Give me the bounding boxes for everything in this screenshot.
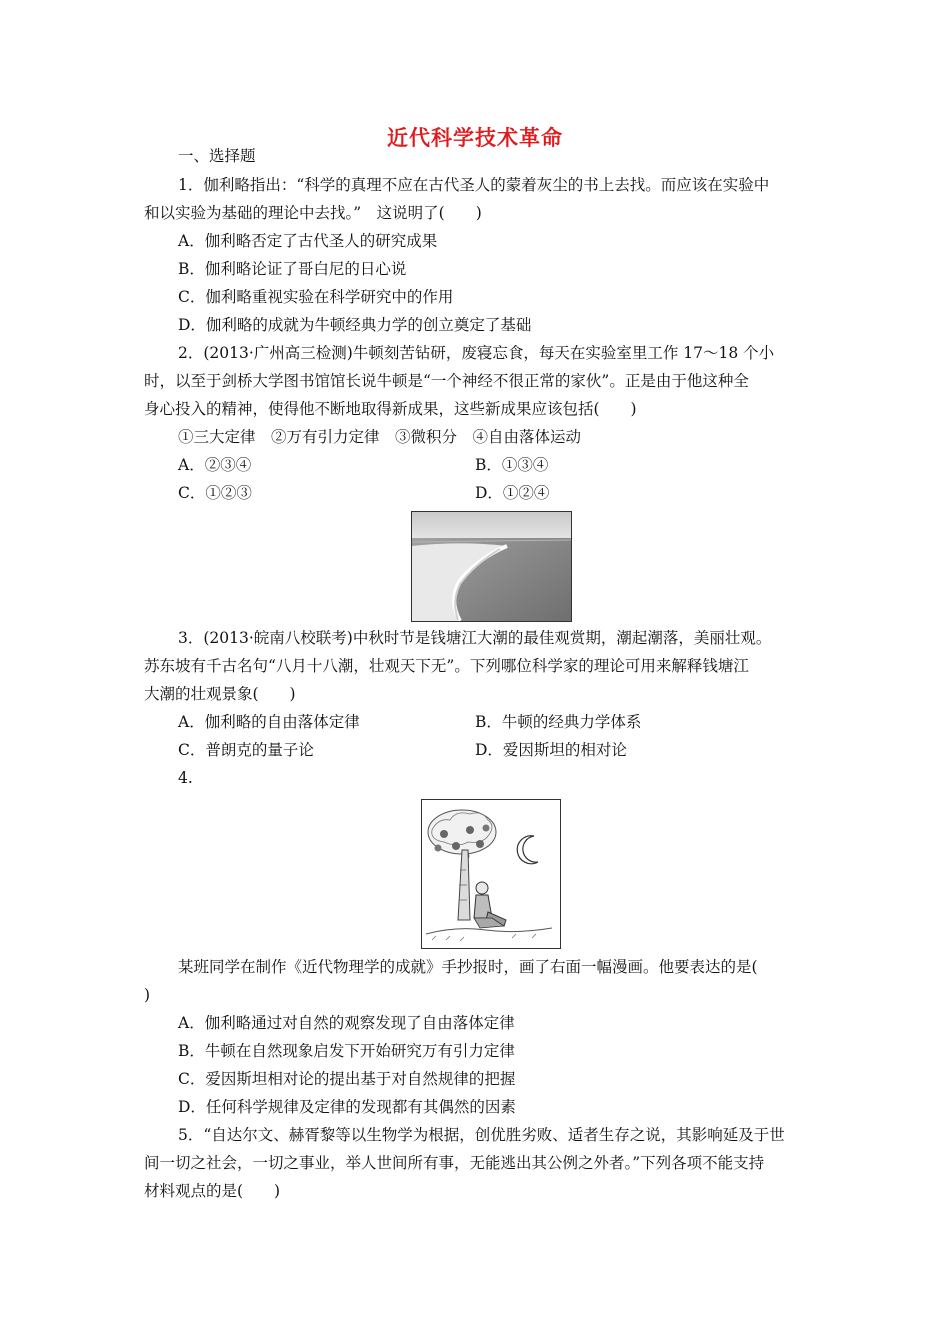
q4-option-a: A．伽利略通过对自然的观察发现了自由落体定律 <box>178 1014 515 1032</box>
q2-option-c: C．①②③ <box>178 484 252 502</box>
q4-option-b: B．牛顿在自然现象启发下开始研究万有引力定律 <box>178 1042 515 1060</box>
q2-option-d: D．①②④ <box>475 484 550 502</box>
q1-option-d: D．伽利略的成就为牛顿经典力学的创立奠定了基础 <box>178 316 532 334</box>
q2-option-a: A．②③④ <box>178 456 252 474</box>
q4-option-d: D．任何科学规律及定律的发现都有其偶然的因素 <box>178 1098 516 1116</box>
q2-items: ①三大定律 ②万有引力定律 ③微积分 ④自由落体运动 <box>178 428 582 446</box>
q4-number: 4. <box>178 769 193 787</box>
q3-option-a: A．伽利略的自由落体定律 <box>178 713 360 731</box>
q4-stem-line2: ) <box>144 986 151 1004</box>
newton-cartoon <box>421 799 561 949</box>
q1-stem-line1: 1．伽利略指出：“科学的真理不应在古代圣人的蒙着灰尘的书上去找。而应该在实验中 <box>178 176 770 194</box>
page-title: 近代科学技术革命 <box>387 126 563 150</box>
section-heading: 一、选择题 <box>178 147 256 165</box>
q4-stem-line1: 某班同学在制作《近代物理学的成就》手抄报时，画了右面一幅漫画。他要表达的是( <box>178 958 758 976</box>
q3-stem-line1: 3．(2013·皖南八校联考)中秋时节是钱塘江大潮的最佳观赏期，潮起潮落，美丽壮观。 <box>178 629 772 647</box>
q5-stem-line1: 5．“自达尔文、赫胥黎等以生物学为根据，创优胜劣败、适者生存之说，其影响延及于世 <box>178 1126 785 1144</box>
newton-cartoon-svg <box>422 800 560 948</box>
tide-photo-svg <box>412 512 571 621</box>
q2-stem-line2: 时，以至于剑桥大学图书馆馆长说牛顿是“一个神经不很正常的家伙”。正是由于他这种全 <box>144 372 749 390</box>
q1-option-b: B．伽利略论证了哥白尼的日心说 <box>178 260 407 278</box>
q3-stem-line3: 大潮的壮观景象( ) <box>144 685 296 703</box>
q1-option-a: A．伽利略否定了古代圣人的研究成果 <box>178 232 438 250</box>
q3-option-b: B．牛顿的经典力学体系 <box>475 713 642 731</box>
q2-option-b: B．①③④ <box>475 456 549 474</box>
q5-stem-line3: 材料观点的是( ) <box>144 1182 281 1200</box>
q3-option-d: D．爱因斯坦的相对论 <box>475 741 627 759</box>
q4-option-c: C．爱因斯坦相对论的提出基于对自然规律的把握 <box>178 1070 516 1088</box>
tide-photo <box>411 511 572 622</box>
q3-stem-line2: 苏东坡有千古名句“八月十八潮，壮观天下无”。下列哪位科学家的理论可用来解释钱塘江 <box>144 657 749 675</box>
q1-stem-line2: 和以实验为基础的理论中去找。” 这说明了( ) <box>144 204 482 222</box>
q2-stem-line1: 2．(2013·广州高三检测)牛顿刻苦钻研，废寝忘食，每天在实验室里工作 17～18 个小 <box>178 344 775 362</box>
q2-stem-line3: 身心投入的精神，使得他不断地取得新成果，这些新成果应该包括( ) <box>144 400 637 418</box>
q3-option-c: C．普朗克的量子论 <box>178 741 314 759</box>
q5-stem-line2: 间一切之社会，一切之事业，举人世间所有事，无能逃出其公例之外者。”下列各项不能支持 <box>144 1154 765 1172</box>
q1-option-c: C．伽利略重视实验在科学研究中的作用 <box>178 288 454 306</box>
